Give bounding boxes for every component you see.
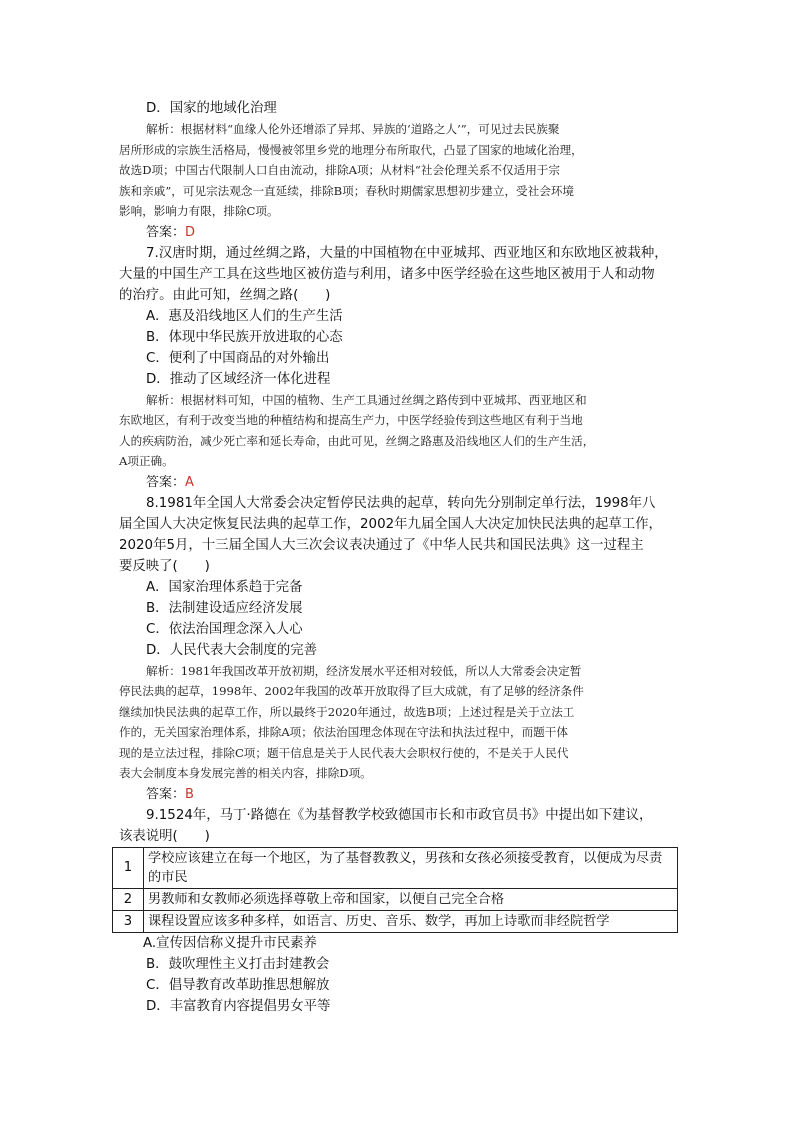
table-cell-text: 男教师和女教师必须选择尊敬上帝和国家，以便自己完全合格 <box>144 888 678 910</box>
q7-option-c: C．便利了中国商品的对外输出 <box>146 350 330 366</box>
q7-explanation-line: 人的疾病防治，减少死亡率和延长寿命，由此可见，丝绸之路惠及沿线地区人们的生产生活， <box>119 433 595 448</box>
table-row <box>113 888 678 910</box>
explanation-label: 解析： <box>146 122 181 136</box>
q8-explanation-line: 停民法典的起草，1998年、2002年我国的改革开放取得了巨大成就，有了足够的经济条件 <box>119 684 584 698</box>
q7-explanation-line: 东欧地区，有利于改变当地的种植结构和提高生产力，中医学经验传到这些地区有利于当地 <box>119 413 583 427</box>
q6-explanation-line: 故选D项；中国古代限制人口自由流动，排除A项；从材料“社会伦理关系不仅适用于宗 <box>119 163 560 177</box>
q8-explanation-line: 作的，无关国家治理体系，排除A项；依法治国理念体现在守法和执法过程中，而题干体 <box>119 725 568 739</box>
table-row <box>113 910 678 932</box>
table-cell-number: 2 <box>113 888 144 910</box>
table-cell-text: 学校应该建立在每一个地区，为了基督教教义，男孩和女孩必须接受教育，以便成为尽责的市民 <box>144 847 678 888</box>
q6-answer <box>119 222 679 243</box>
q9-option-b: B．鼓吹理性主义打击封建教会 <box>146 956 330 972</box>
answer-label: 答案： <box>146 474 186 490</box>
answer-value: B <box>185 786 194 802</box>
q8-answer <box>119 784 679 805</box>
q6-explanation-line: 影响，影响力有限，排除C项。 <box>119 204 279 218</box>
q6-explanation-line: 族和亲戚”，可见宗法观念一直延续，排除B项；春秋时期儒家思想初步建立，受社会环境 <box>119 183 575 198</box>
table-cell-number: 3 <box>113 910 144 932</box>
answer-value: D <box>185 224 196 240</box>
q9-proposal-table <box>112 847 678 933</box>
q9-option-a: A.宣传因信称义提升市民素养 <box>143 935 317 951</box>
q8-option-d: D．人民代表大会制度的完善 <box>146 642 317 658</box>
answer-label: 答案： <box>146 786 186 802</box>
table-row <box>113 847 678 888</box>
table-cell-text: 课程设置应该多种多样，如语言、历史、音乐、数学，再加上诗歌而非经院哲学 <box>144 910 678 932</box>
q8-explanation-line: 表大会制度本身发展完善的相关内容，排除D项。 <box>119 766 372 780</box>
q7-answer <box>119 472 679 493</box>
q8-option-a: A．国家治理体系趋于完备 <box>146 579 303 595</box>
q8-explanation-line: 解析：1981年我国改革开放初期，经济发展水平还相对较低，所以人大常委会决定暂 <box>146 663 582 678</box>
q9-stem-line: 该表说明( ) <box>119 828 210 844</box>
answer-label: 答案： <box>146 224 186 240</box>
q9-stem-line: 9.1524年，马丁·路德在《为基督教学校致德国市长和市政官员书》中提出如下建议， <box>146 807 653 823</box>
question-content <box>119 98 679 1017</box>
q7-option-b: B．体现中华民族开放进取的心态 <box>146 329 343 345</box>
q8-explanation-line: 继续加快民法典的起草工作，所以最终于2020年通过，故选B项；上述过程是关于立法工 <box>119 704 575 719</box>
q9-option-d: D．丰富教育内容提倡男女平等 <box>146 998 331 1014</box>
q8-stem-line: 8.1981年全国人大常委会决定暂停民法典的起草，转向先分别制定单行法，1998年八 <box>146 495 656 511</box>
q6-explanation-line: 解析：根据材料“血缘人伦外还增添了异邦、异族的‘道路之人’”，可见过去民族聚 <box>146 122 560 136</box>
q7-stem-line: 的治疗。由此可知，丝绸之路( ) <box>119 287 331 303</box>
q8-option-c: C．依法治国理念深入人心 <box>146 621 303 637</box>
q7-option-a: A．惠及沿线地区人们的生产生活 <box>146 308 343 324</box>
q8-stem-line: 要反映了( ) <box>119 558 210 574</box>
explanation-label: 解析： <box>146 392 181 407</box>
q7-explanation-line: A项正确。 <box>119 454 174 468</box>
q8-explanation-line: 现的是立法过程，排除C项；题干信息是关于人民代表大会职权行使的，不是关于人民代 <box>119 745 569 760</box>
q6-option-d: D．国家的地域化治理 <box>146 101 277 116</box>
q7-option-d: D．推动了区域经济一体化进程 <box>146 371 331 387</box>
q9-option-c: C．倡导教育改革助推思想解放 <box>146 977 330 993</box>
q8-stem-line: 届全国人大决定恢复民法典的起草工作，2002年九届全国人大决定加快民法典的起草工作， <box>119 516 662 532</box>
q6-explanation-line: 居所形成的宗族生活格局，慢慢被邻里乡党的地理分布所取代，凸显了国家的地域化治理， <box>119 142 583 157</box>
q8-option-b: B．法制建设适应经济发展 <box>146 600 303 616</box>
explanation-label: 解析： <box>146 663 181 678</box>
q8-stem-line: 2020年5月，十三届全国人大三次会议表决通过了《中华人民共和国民法典》这一过程主 <box>119 537 644 553</box>
q7-stem-line: 7.汉唐时期，通过丝绸之路，大量的中国植物在中亚城邦、西亚地区和东欧地区被栽种， <box>146 245 668 261</box>
table-cell-number: 1 <box>113 847 144 888</box>
q7-explanation-line: 解析：根据材料可知，中国的植物、生产工具通过丝绸之路传到中亚城邦、西亚地区和 <box>146 392 587 407</box>
answer-value: A <box>185 474 194 490</box>
q7-stem-line: 大量的中国生产工具在这些地区被仿造与利用，诸多中医学经验在这些地区被用于人和动物 <box>119 266 655 282</box>
